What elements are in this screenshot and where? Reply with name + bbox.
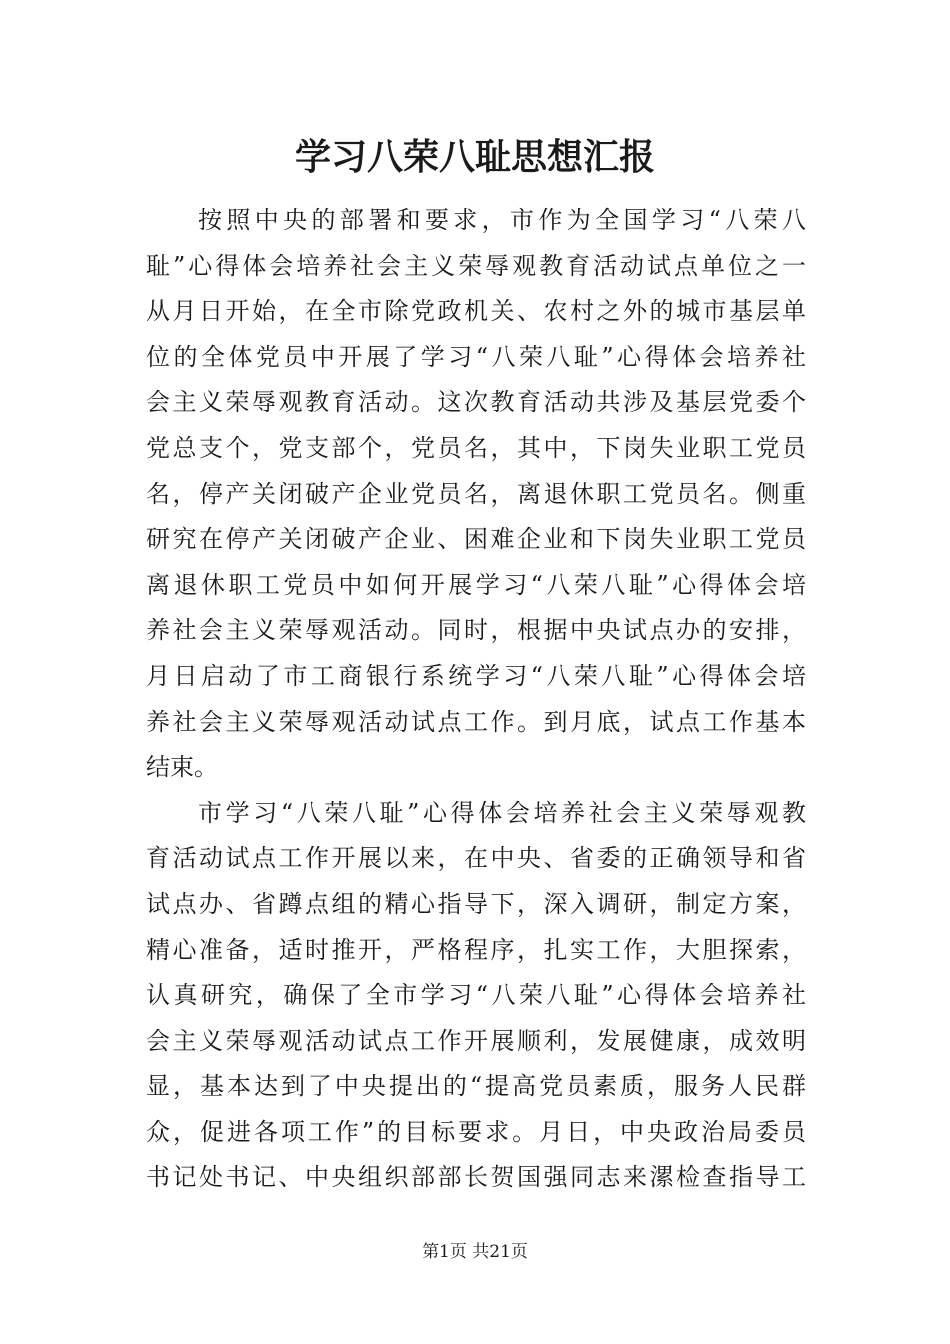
body-line: 养社会主义荣辱观活动。同时，根据中央试点办的安排， [146, 616, 806, 645]
body-line: 育活动试点工作开展以来，在中央、省委的正确领导和省 [146, 844, 806, 873]
body-line: 认真研究，确保了全市学习“八荣八耻”心得体会培养社 [146, 981, 806, 1010]
body-line: 精心准备，适时推开，严格程序，扎实工作，大胆探索， [146, 935, 806, 964]
document-title: 学习八荣八耻思想汇报 [294, 136, 655, 178]
body-line: 耻”心得体会培养社会主义荣辱观教育活动试点单位之一 [146, 251, 806, 280]
body-line: 按照中央的部署和要求，市作为全国学习“八荣八 [198, 206, 806, 234]
body-line: 养社会主义荣辱观活动试点工作。到月底，试点工作基本 [146, 707, 806, 736]
body-line: 显，基本达到了中央提出的“提高党员素质，服务人民群 [146, 1072, 806, 1101]
body-line: 月日启动了市工商银行系统学习“八荣八耻”心得体会培 [146, 661, 806, 690]
body-line: 从月日开始，在全市除党政机关、农村之外的城市基层单 [146, 297, 806, 326]
body-line: 市学习“八荣八耻”心得体会培养社会主义荣辱观教 [198, 798, 806, 827]
body-line: 众，促进各项工作”的目标要求。月日，中央政治局委员 [146, 1117, 806, 1146]
page-number-footer: 第1页 共21页 [422, 1242, 528, 1262]
body-line: 离退休职工党员中如何开展学习“八荣八耻”心得体会培 [146, 570, 806, 599]
body-line: 位的全体党员中开展了学习“八荣八耻”心得体会培养社 [146, 342, 806, 371]
body-line: 研究在停产关闭破产企业、困难企业和下岗失业职工党员 [146, 525, 806, 554]
body-line: 名，停产关闭破产企业党员名，离退休职工党员名。侧重 [146, 479, 806, 508]
body-line: 书记处书记、中央组织部部长贺国强同志来漯检查指导工 [146, 1163, 806, 1192]
body-line: 结束。 [146, 753, 218, 782]
body-line: 党总支个，党支部个，党员名，其中，下岗失业职工党员 [146, 433, 806, 462]
document-body [146, 198, 806, 1201]
body-line: 会主义荣辱观活动试点工作开展顺利，发展健康，成效明 [146, 1026, 806, 1055]
body-line: 试点办、省蹲点组的精心指导下，深入调研，制定方案， [146, 889, 806, 918]
body-line: 会主义荣辱观教育活动。这次教育活动共涉及基层党委个 [146, 388, 806, 417]
